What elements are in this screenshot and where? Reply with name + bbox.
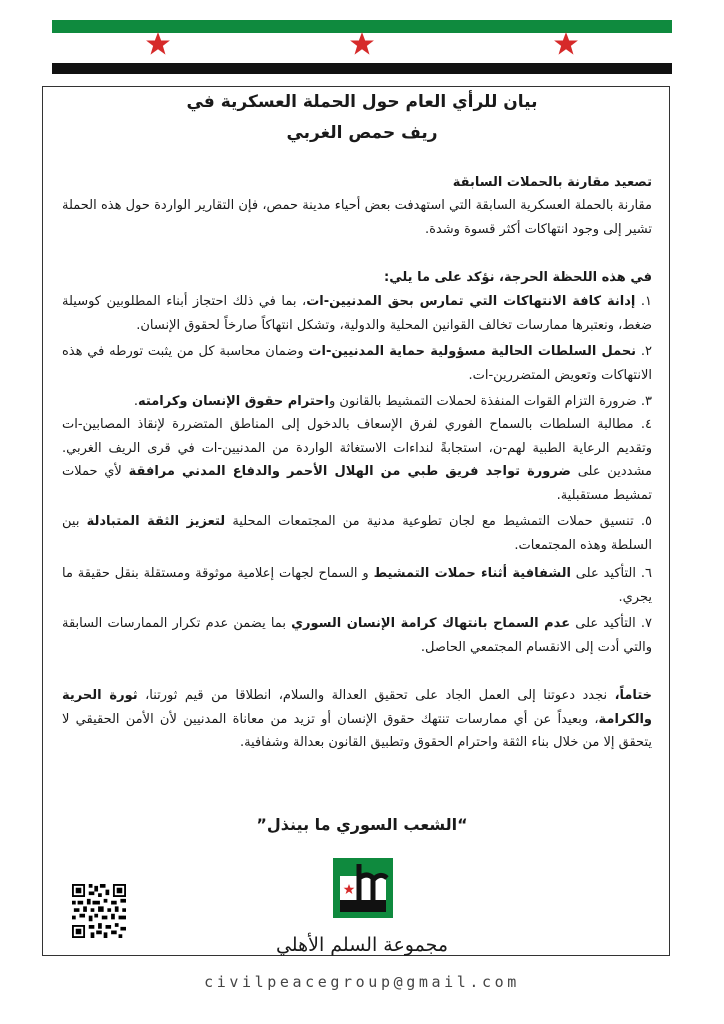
star-icon (553, 31, 579, 57)
group-name: مجموعة السلم الأهلي (275, 934, 449, 956)
list-item: ٢. نحمل السلطات الحالية مسؤولية حماية المدنيين-ات وضمان محاسبة كل من يثبت تورطه في هذه الانتهاكات وتعويض المتضررين-ات. (62, 344, 653, 383)
email-address: civilpeacegroup@gmail.com (204, 973, 520, 991)
title-line-1: بيان للرأي العام حول الحملة العسكرية في (186, 92, 538, 112)
star-icon (145, 31, 171, 57)
list-item: ٦. التأكيد على الشفافية أثناء حملات التمشيط و السماح لجهات إعلامية موثوقة ومستقلة بنقل حقيقة ما يجري. (62, 566, 652, 605)
closing-paragraph: ختاماً، نجدد دعوتنا إلى العمل الجاد على تحقيق العدالة والسلام، انطلاقا من قيم ثورتنا، ثورة الحرية والكرامة، وبعيداً عن أي ممارسات تنتهك حقوق الإنسان أو تزيد من معاناة المدنيين لأن الأمن الحقيقي لا يتحقق إلا من خلال بناء الثقة واحترام الحقوق وتطبيق القانون بعدالة وشفافية. (62, 688, 652, 750)
section1-text: مقارنة بالحملة العسكرية السابقة التي استهدفت بعض أحياء مدينة حمص، فإن التقارير الواردة حول هذه الحملة تشير إلى وجود انتهاكات أكثر قسوة وشدة. (62, 198, 652, 237)
civil-peace-logo-icon (333, 858, 393, 918)
title-line-2: ريف حمص الغربي (286, 123, 438, 143)
list-item: ٥. تنسيق حملات التمشيط مع لجان تطوعية مدنية من المجتمعات المحلية لتعزيز الثقة المتبادلة بين السلطة وهذه المجتمعات. (62, 514, 652, 553)
list-item: ٧. التأكيد على عدم السماح بانتهاك كرامة الإنسان السوري بما يضمن عدم تكرار الممارسات السابقة والتي أدت إلى الانقسام المجتمعي الحاصل. (62, 616, 652, 655)
list-item: ١. إدانة كافة الانتهاكات التي تمارس بحق المدنيين-ات، بما في ذلك احتجاز أبناء المطلوبين كوسيلة ضغط، ونعتبرها ممارسات تخالف القوانين المحلية والدولية، وتشكل انتهاكاً صارخاً لحقوق الإنسان. (62, 294, 652, 333)
section1-heading: تصعيد مقارنة بالحملات السابقة (452, 175, 652, 190)
flag-black-stripe (52, 63, 672, 74)
section2-heading: في هذه اللحظة الحرجة، نؤكد على ما يلي: (384, 270, 652, 285)
star-icon (349, 31, 375, 57)
list-item: ٣. ضرورة التزام القوات المنفذة لحملات التمشيط بالقانون واحترام حقوق الإنسان وكرامته. (133, 394, 652, 409)
list-item: ٤. مطالبة السلطات بالسماح الفوري لفرق الإسعاف بالدخول إلى المناطق المتضررة لإنقاذ المصابين-ات وتقديم الرعاية الطبية لهم-ن، استجابةً لنداءات الاستغاثة الواردة من المدنيين-ات في قرى الريف الغربي. مشددين على ضرورة تواجد فريق طبي من الهلال الأحمر والدفاع المدني مرافقة لأي حملات تمشيط مستقبلية. (62, 417, 652, 503)
qr-code-icon (72, 884, 126, 938)
slogan: “الشعب السوري ما بينذل” (256, 815, 468, 834)
